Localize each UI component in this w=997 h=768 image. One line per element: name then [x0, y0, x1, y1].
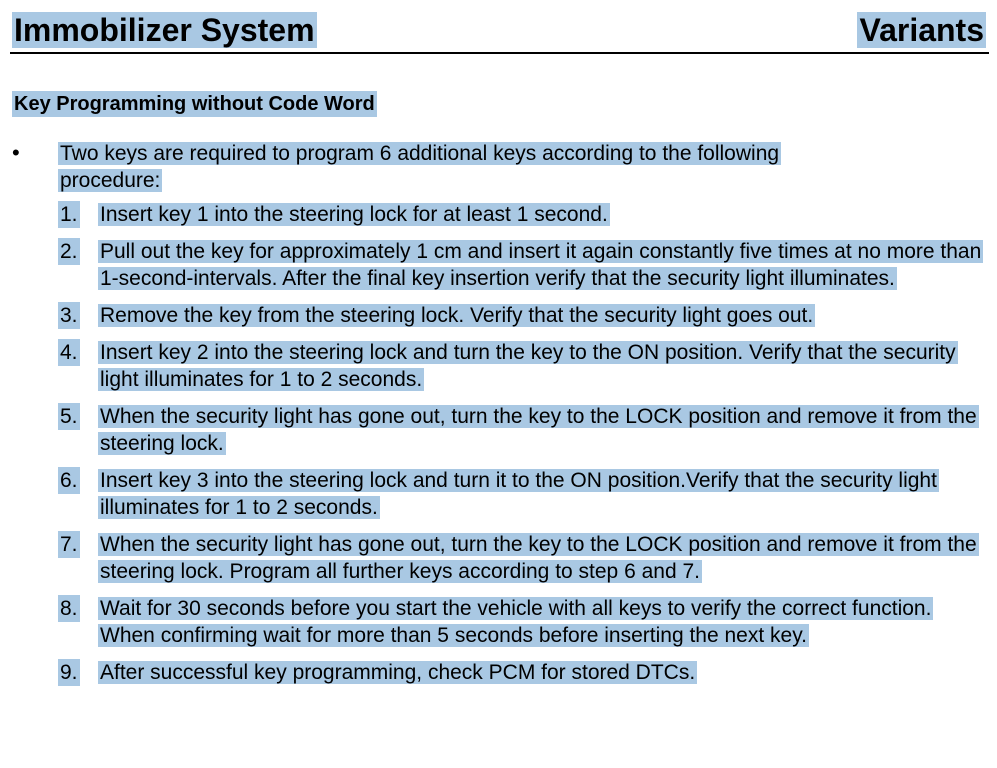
intro-paragraph: [58, 140, 878, 194]
bullet-marker: •: [12, 140, 20, 165]
step-text: After successful key programming, check PCM for stored DTCs.: [100, 661, 696, 684]
list-item: [58, 659, 983, 686]
step-text: Pull out the key for approximately 1 cm and insert it again constantly five times at no more than 1-second-intervals. After the final key insertion verify that the security light illuminates.: [100, 240, 982, 290]
section-heading: Key Programming without Code Word: [14, 93, 375, 115]
step-number: 6.: [60, 469, 78, 492]
page-header: [10, 8, 989, 54]
list-item: [58, 467, 983, 521]
procedure-steps-list: [58, 201, 983, 696]
step-number: 8.: [60, 597, 78, 620]
variants-label: Variants: [859, 12, 984, 48]
document-title: Immobilizer System: [14, 12, 315, 48]
step-text: Remove the key from the steering lock. Verify that the security light goes out.: [100, 304, 814, 327]
step-number: 5.: [60, 405, 78, 428]
list-item: [58, 595, 983, 649]
step-number: 1.: [60, 203, 78, 226]
step-text: Wait for 30 seconds before you start the vehicle with all keys to verify the correct function. When confirming wait for more than 5 seconds before inserting the next key.: [100, 597, 932, 647]
step-number: 3.: [60, 304, 78, 327]
step-number: 2.: [60, 240, 78, 263]
list-item: [58, 302, 983, 329]
step-text: Insert key 3 into the steering lock and turn it to the ON position.Verify that the security light illuminates for 1 to 2 seconds.: [100, 469, 937, 519]
step-text: Insert key 2 into the steering lock and turn the key to the ON position. Verify that the security light illuminates for 1 to 2 seconds.: [100, 341, 956, 391]
intro-text: Two keys are required to program 6 additional keys according to the following procedure:: [60, 142, 780, 192]
step-number: 7.: [60, 533, 78, 556]
step-text: Insert key 1 into the steering lock for at least 1 second.: [100, 203, 608, 226]
list-item: [58, 403, 983, 457]
step-text: When the security light has gone out, turn the key to the LOCK position and remove it from the steering lock. Program all further keys according to step 6 and 7.: [100, 533, 977, 583]
step-number: 9.: [60, 661, 78, 684]
step-number: 4.: [60, 341, 78, 364]
list-item: [58, 238, 983, 292]
list-item: [58, 531, 983, 585]
list-item: [58, 339, 983, 393]
step-text: When the security light has gone out, turn the key to the LOCK position and remove it from the steering lock.: [100, 405, 977, 455]
list-item: [58, 201, 983, 228]
